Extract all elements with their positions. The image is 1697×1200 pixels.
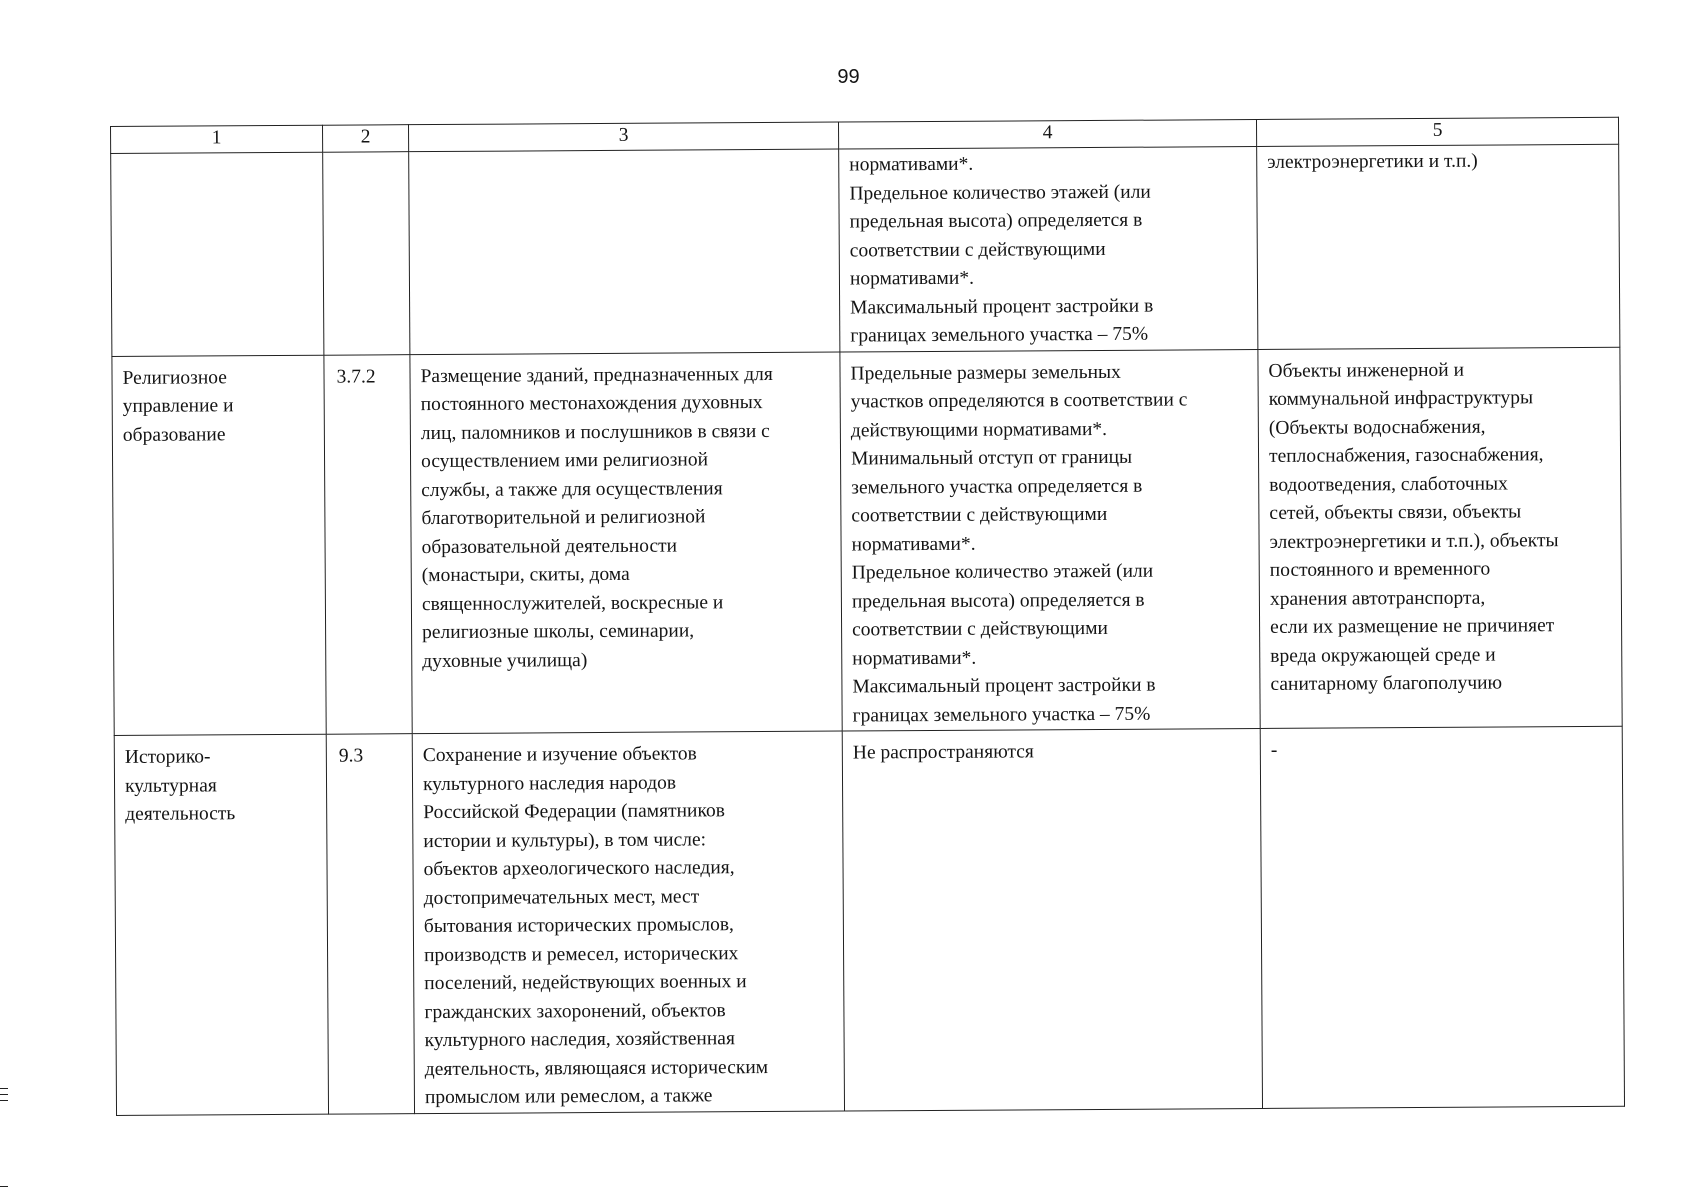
cell-auxiliary bbox=[1258, 347, 1622, 729]
cell-text-line: водоотведения, слаботочных bbox=[1269, 472, 1508, 496]
cell-text-line: поселений, недействующих военных и bbox=[424, 971, 747, 995]
table-row bbox=[111, 144, 1620, 356]
cell-text-line: духовные училища) bbox=[422, 649, 588, 672]
cell-text-line: гражданских захоронений, объектов bbox=[424, 999, 726, 1023]
cell-text-line: коммунальной инфраструктуры bbox=[1268, 387, 1534, 410]
cell-text-line: вреда окружающей среде и bbox=[1270, 644, 1496, 667]
cell-text-line: осуществлением ими религиозной bbox=[420, 449, 709, 473]
cell-text-line: 3.7.2 bbox=[336, 365, 376, 388]
table-row bbox=[112, 347, 1622, 736]
cell-text-line: (монастыри, скиты, дома bbox=[421, 563, 630, 587]
cell-text-line: лиц, паломников и послушников в связи с bbox=[420, 420, 770, 444]
cell-text-line: образовательной деятельности bbox=[421, 535, 678, 558]
cell-text-line: Российской Федерации (памятников bbox=[423, 800, 725, 824]
cell-text-line: истории и культуры), в том числе: bbox=[423, 828, 707, 852]
cell-text-line: электроэнергетики и т.п.), объекты bbox=[1269, 529, 1559, 553]
cell-text-line: Максимальный процент застройки в bbox=[850, 295, 1154, 318]
cell-code bbox=[323, 152, 410, 355]
cell-text-line: объектов археологического наследия, bbox=[423, 857, 735, 881]
cell-text-line: религиозные школы, семинарии, bbox=[422, 620, 695, 644]
cell-text-line: границах земельного участка – 75% bbox=[850, 323, 1149, 347]
cell-text-line: предельная высота) определяется в bbox=[849, 209, 1143, 233]
cell-text-line: границах земельного участка – 75% bbox=[852, 703, 1151, 726]
cell-text-line: бытования исторических промыслов, bbox=[423, 914, 734, 938]
cell-text-line: земельного участка определяется в bbox=[851, 475, 1143, 498]
header-col-1: 1 bbox=[111, 125, 323, 153]
cell-text-line: нормативами*. bbox=[849, 153, 974, 176]
cell-parameters bbox=[839, 146, 1258, 351]
cell-text-line: культурная bbox=[124, 774, 217, 797]
cell-text-line: Объекты инженерной и bbox=[1268, 359, 1465, 382]
header-col-2: 2 bbox=[322, 125, 408, 153]
cell-text-line: священнослужителей, воскресные и bbox=[421, 591, 724, 615]
margin-tick bbox=[0, 1094, 8, 1095]
cell-description bbox=[409, 149, 840, 354]
cell-text-line: соответствии с действующими bbox=[851, 503, 1108, 527]
cell-auxiliary bbox=[1260, 726, 1624, 1108]
cell-auxiliary bbox=[1257, 144, 1620, 349]
margin-tick bbox=[0, 1186, 8, 1187]
cell-text-line: постоянного и временного bbox=[1269, 558, 1491, 581]
cell-parameters bbox=[842, 728, 1262, 1110]
header-col-5: 5 bbox=[1256, 117, 1618, 146]
cell-text-line: Максимальный процент застройки в bbox=[852, 674, 1156, 698]
cell-text-line: если их размещение не причиняет bbox=[1270, 615, 1555, 638]
cell-text-line: электроэнергетики и т.п.) bbox=[1267, 150, 1478, 173]
cell-text-line: Предельное количество этажей (или bbox=[851, 560, 1154, 584]
cell-text-line: сетей, объекты связи, объекты bbox=[1269, 501, 1522, 524]
cell-text-line: Предельные размеры земельных bbox=[850, 361, 1121, 384]
cell-text-line: санитарному благополучию bbox=[1270, 672, 1503, 695]
cell-text-line: управление и bbox=[122, 395, 234, 417]
cell-description bbox=[412, 731, 844, 1113]
cell-text-line: Историко- bbox=[124, 746, 211, 768]
cell-text-line: Минимальный отступ от границы bbox=[850, 446, 1133, 470]
cell-name bbox=[112, 355, 326, 736]
cell-text-line: участков определяются в соответствии с bbox=[850, 389, 1188, 413]
cell-parameters bbox=[840, 349, 1260, 731]
cell-text-line: хранения автотранспорта, bbox=[1269, 587, 1486, 610]
cell-text-line: Религиозное bbox=[122, 366, 227, 389]
cell-description bbox=[410, 352, 842, 734]
cell-text-line: достопримечательных мест, мест bbox=[423, 885, 700, 909]
cell-text-line: благотворительной и религиозной bbox=[421, 506, 706, 530]
cell-text-line: культурного наследия, хозяйственная bbox=[424, 1028, 735, 1052]
cell-text-line: Размещение зданий, предназначенных для bbox=[420, 363, 773, 387]
margin-tick bbox=[0, 1100, 8, 1101]
cell-text-line: - bbox=[1270, 739, 1278, 761]
cell-text-line: Предельное количество этажей (или bbox=[849, 181, 1151, 204]
cell-text-line: деятельность, являющаяся историческим bbox=[424, 1056, 769, 1080]
cell-text-line: постоянного местонахождения духовных bbox=[420, 392, 763, 416]
cell-code bbox=[324, 354, 412, 734]
cell-text-line: культурного наследия народов bbox=[422, 772, 677, 795]
cell-text-line: предельная высота) определяется в bbox=[851, 589, 1145, 612]
cell-name bbox=[114, 734, 328, 1115]
cell-text-line: службы, а также для осуществления bbox=[421, 477, 723, 501]
cell-text-line: нормативами*. bbox=[852, 647, 977, 669]
cell-text-line: соответствии с действующими bbox=[849, 238, 1106, 261]
land-use-table bbox=[110, 117, 1625, 1116]
cell-text-line: Не распространяются bbox=[852, 741, 1034, 764]
cell-text-line: теплоснабжения, газоснабжения, bbox=[1268, 444, 1544, 467]
cell-text-line: (Объекты водоснабжения, bbox=[1268, 416, 1486, 439]
cell-text-line: Сохранение и изучение объектов bbox=[422, 743, 697, 767]
margin-tick bbox=[0, 1088, 8, 1089]
page-number: 99 bbox=[837, 66, 860, 88]
cell-text-line: нормативами*. bbox=[851, 533, 976, 555]
cell-name bbox=[111, 152, 324, 356]
table-row bbox=[114, 726, 1624, 1115]
cell-code bbox=[326, 734, 414, 1114]
cell-text-line: образование bbox=[122, 423, 226, 446]
header-col-4: 4 bbox=[838, 119, 1256, 149]
cell-text-line: деятельность bbox=[125, 803, 236, 825]
cell-text-line: действующими нормативами*. bbox=[850, 418, 1108, 441]
cell-text-line: 9.3 bbox=[338, 745, 364, 767]
header-col-3: 3 bbox=[408, 122, 838, 152]
cell-text-line: производств и ремесел, исторических bbox=[424, 942, 739, 966]
cell-text-line: промыслом или ремеслом, а также bbox=[424, 1085, 713, 1109]
cell-text-line: соответствии с действующими bbox=[852, 617, 1109, 641]
cell-text-line: нормативами*. bbox=[849, 267, 974, 290]
